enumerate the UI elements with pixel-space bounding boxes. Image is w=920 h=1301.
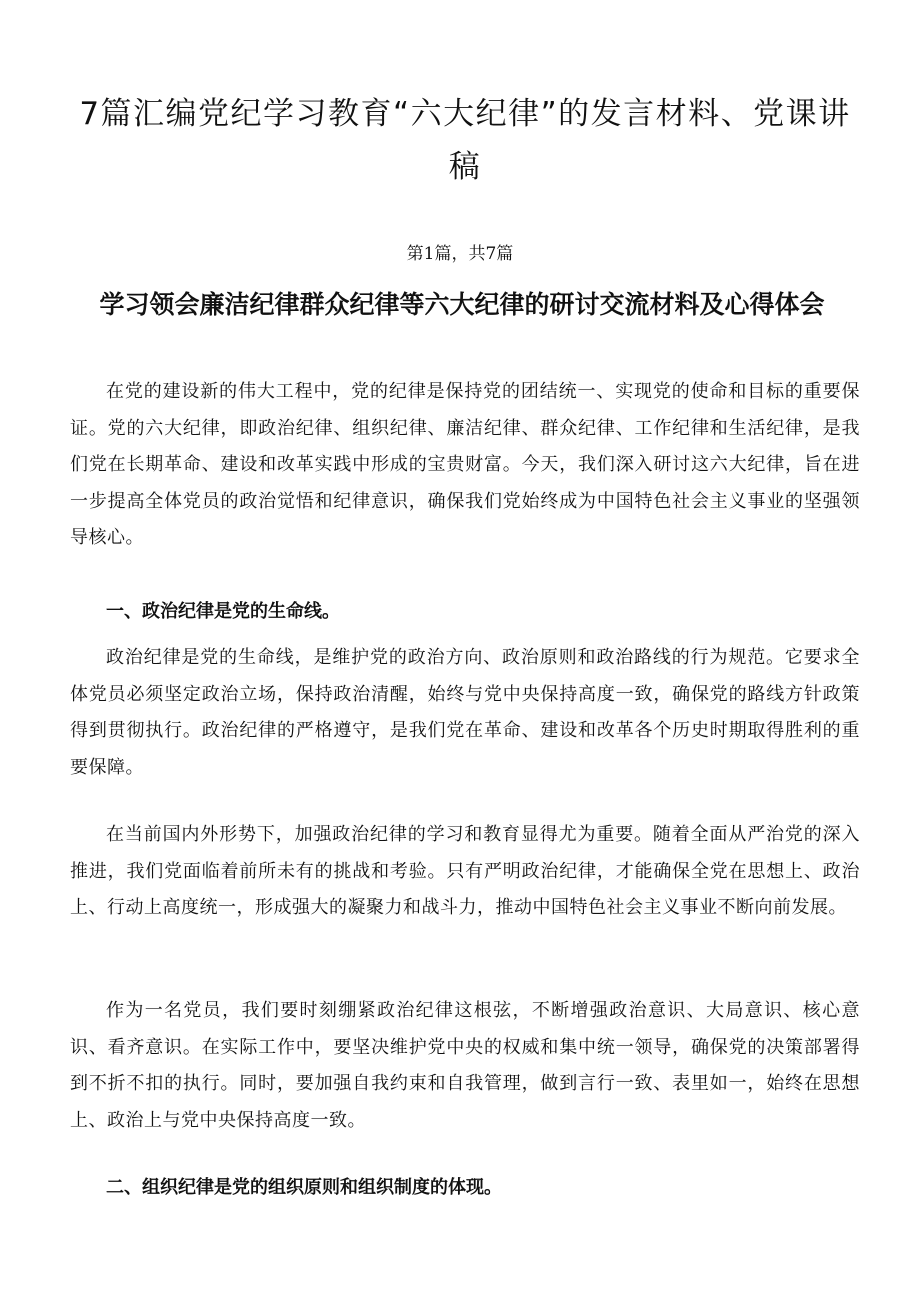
intro-paragraph: 在党的建设新的伟大工程中，党的纪律是保持党的团结统一、实现党的使命和目标的重要保证。党的六大纪律，即政治纪律、组织纪律、廉洁纪律、群众纪律、工作纪律和生活纪律，是我们党在长期革命、建设和改革实践中形成的宝贵财富。今天，我们深入研讨这六大纪律，旨在进一步提高全体党员的政治觉悟和纪律意识，确保我们党始终成为中国特色社会主义事业的坚强领导核心。 <box>70 381 860 548</box>
body-paragraph: 作为一名党员，我们要时刻绷紧政治纪律这根弦，不断增强政治意识、大局意识、核心意识、看齐意识。在实际工作中，要坚决维护党中央的权威和集中统一领导，确保党的决策部署得到不折不扣的执行。同时，要加强自我约束和自我管理，做到言行一致、表里如一，始终在思想上、政治上与党中央保持高度一致。 <box>70 1000 860 1131</box>
section-heading-political-discipline: 一、政治纪律是党的生命线。 <box>106 601 340 622</box>
part-label: 第1篇，共7篇 <box>406 244 514 264</box>
body-paragraph: 在当前国内外形势下，加强政治纪律的学习和教育显得尤为重要。随着全面从严治党的深入推进，我们党面临着前所未有的挑战和考验。只有严明政治纪律，才能确保全党在思想上、政治上、行动上高度统一，形成强大的凝聚力和战斗力，推动中国特色社会主义事业不断向前发展。 <box>70 824 860 918</box>
article-title: 学习领会廉洁纪律群众纪律等六大纪律的研讨交流材料及心得体会 <box>99 290 825 319</box>
section-heading-organizational-discipline: 二、组织纪律是党的组织原则和组织制度的体现。 <box>106 1177 502 1198</box>
body-paragraph: 政治纪律是党的生命线，是维护党的政治方向、政治原则和政治路线的行为规范。它要求全体党员必须坚定政治立场，保持政治清醒，始终与党中央保持高度一致，确保党的路线方针政策得到贯彻执行。政治纪律的严格遵守，是我们党在革命、建设和改革各个历史时期取得胜利的重要保障。 <box>70 647 860 778</box>
document-title: 7篇汇编党纪学习教育“六大纪律”的发言材料、党课讲稿 <box>79 96 851 185</box>
